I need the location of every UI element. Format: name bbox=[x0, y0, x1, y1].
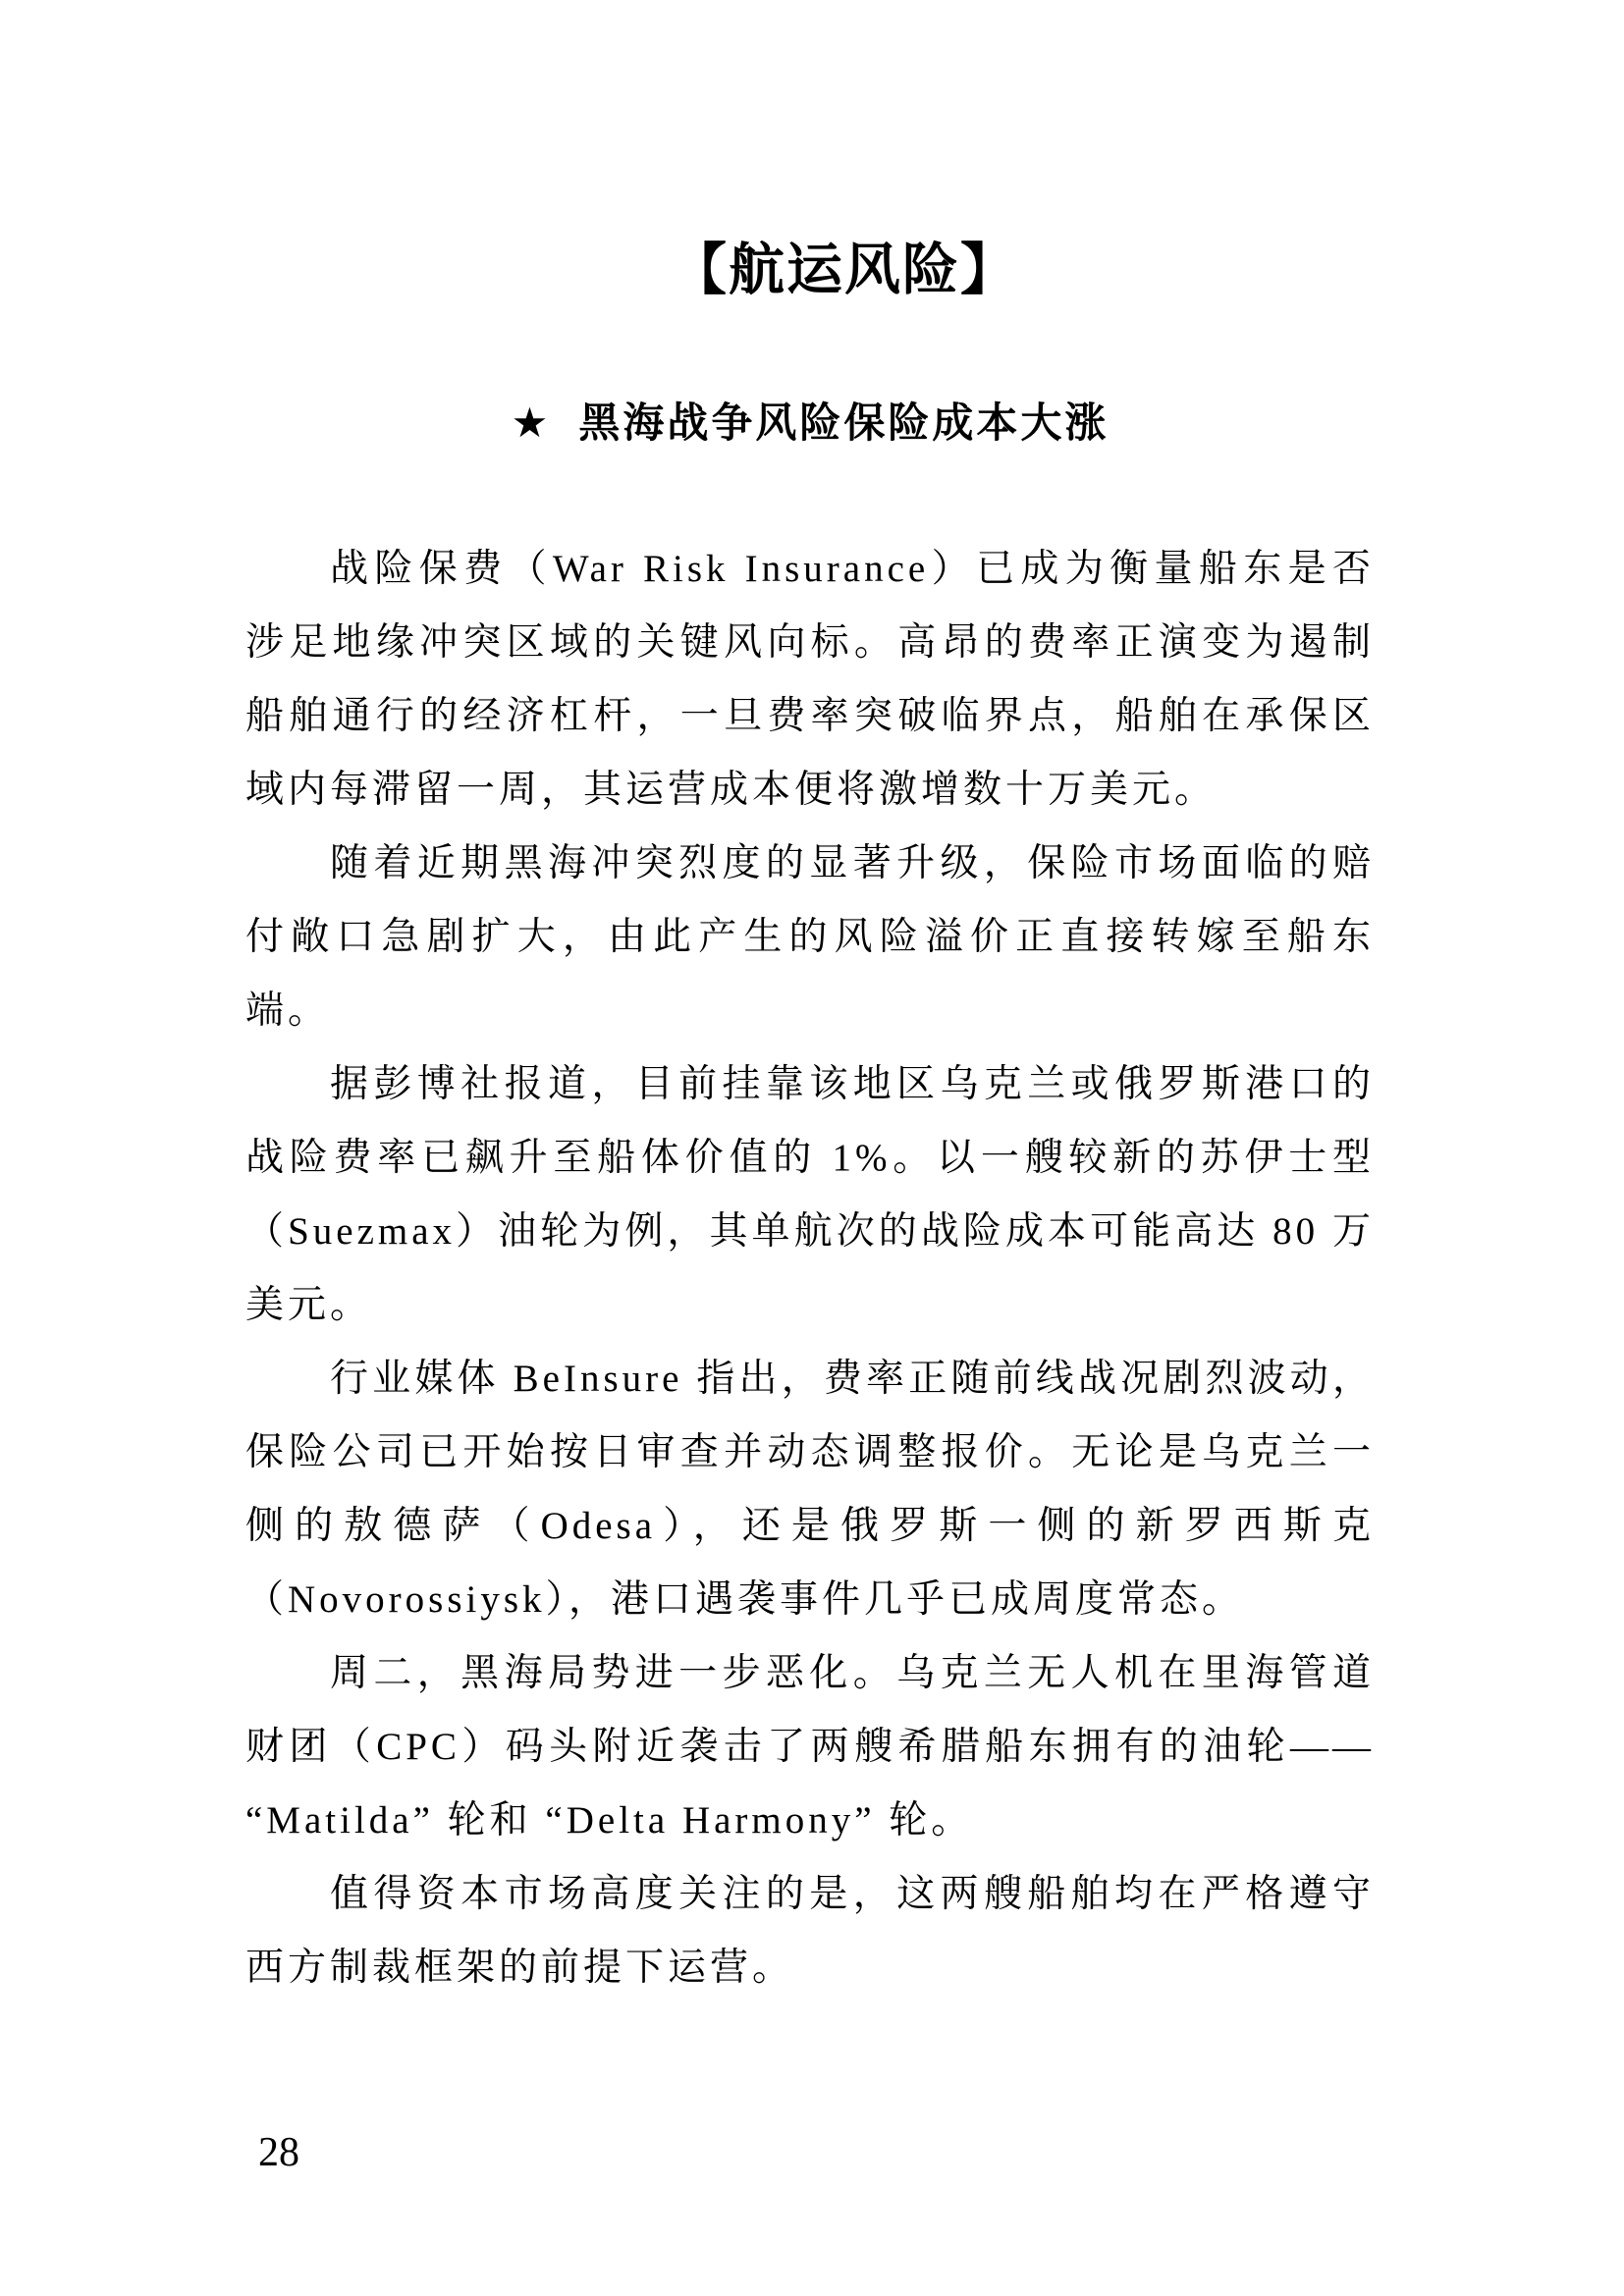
star-icon: ★ bbox=[511, 400, 552, 446]
paragraph: 随着近期黑海冲突烈度的显著升级，保险市场面临的赔付敞口急剧扩大，由此产生的风险溢价正直接转嫁至船东端。 bbox=[245, 842, 1375, 1032]
article-heading-text: 黑海战争风险保险成本大涨 bbox=[578, 400, 1110, 446]
paragraph: 据彭博社报道，目前挂靠该地区乌克兰或俄罗斯港口的战险费率已飙升至船体价值的 1%。以一艘较新的苏伊士型（Suezmax）油轮为例，其单航次的战险成本可能高达 80 万美元。 bbox=[245, 1063, 1375, 1326]
paragraph: 行业媒体 BeInsure 指出，费率正随前线战况剧烈波动，保险公司已开始按日审查并动态调整报价。无论是乌克兰一侧的敖德萨（Odesa），还是俄罗斯一侧的新罗西斯克（Novorossiysk），港口遇袭事件几乎已成周度常态。 bbox=[245, 1358, 1375, 1621]
page-content bbox=[245, 0, 1375, 2004]
paragraph: 周二，黑海局势进一步恶化。乌克兰无人机在里海管道财团（CPC）码头附近袭击了两艘希腊船东拥有的油轮——“Matilda” 轮和 “Delta Harmony” 轮。 bbox=[245, 1652, 1375, 1842]
article-heading bbox=[245, 400, 1375, 446]
page-number: 28 bbox=[258, 2130, 299, 2175]
paragraph: 值得资本市场高度关注的是，这两艘船舶均在严格遵守西方制裁框架的前提下运营。 bbox=[245, 1873, 1375, 1989]
paragraph: 战险保费（War Risk Insurance）已成为衡量船东是否涉足地缘冲突区域的关键风向标。高昂的费率正演变为遏制船舶通行的经济杠杆，一旦费率突破临界点，船舶在承保区域内每滞留一周，其运营成本便将激增数十万美元。 bbox=[245, 548, 1375, 811]
section-title: 【航运风险】 bbox=[671, 239, 1018, 301]
article-body bbox=[245, 532, 1375, 2004]
